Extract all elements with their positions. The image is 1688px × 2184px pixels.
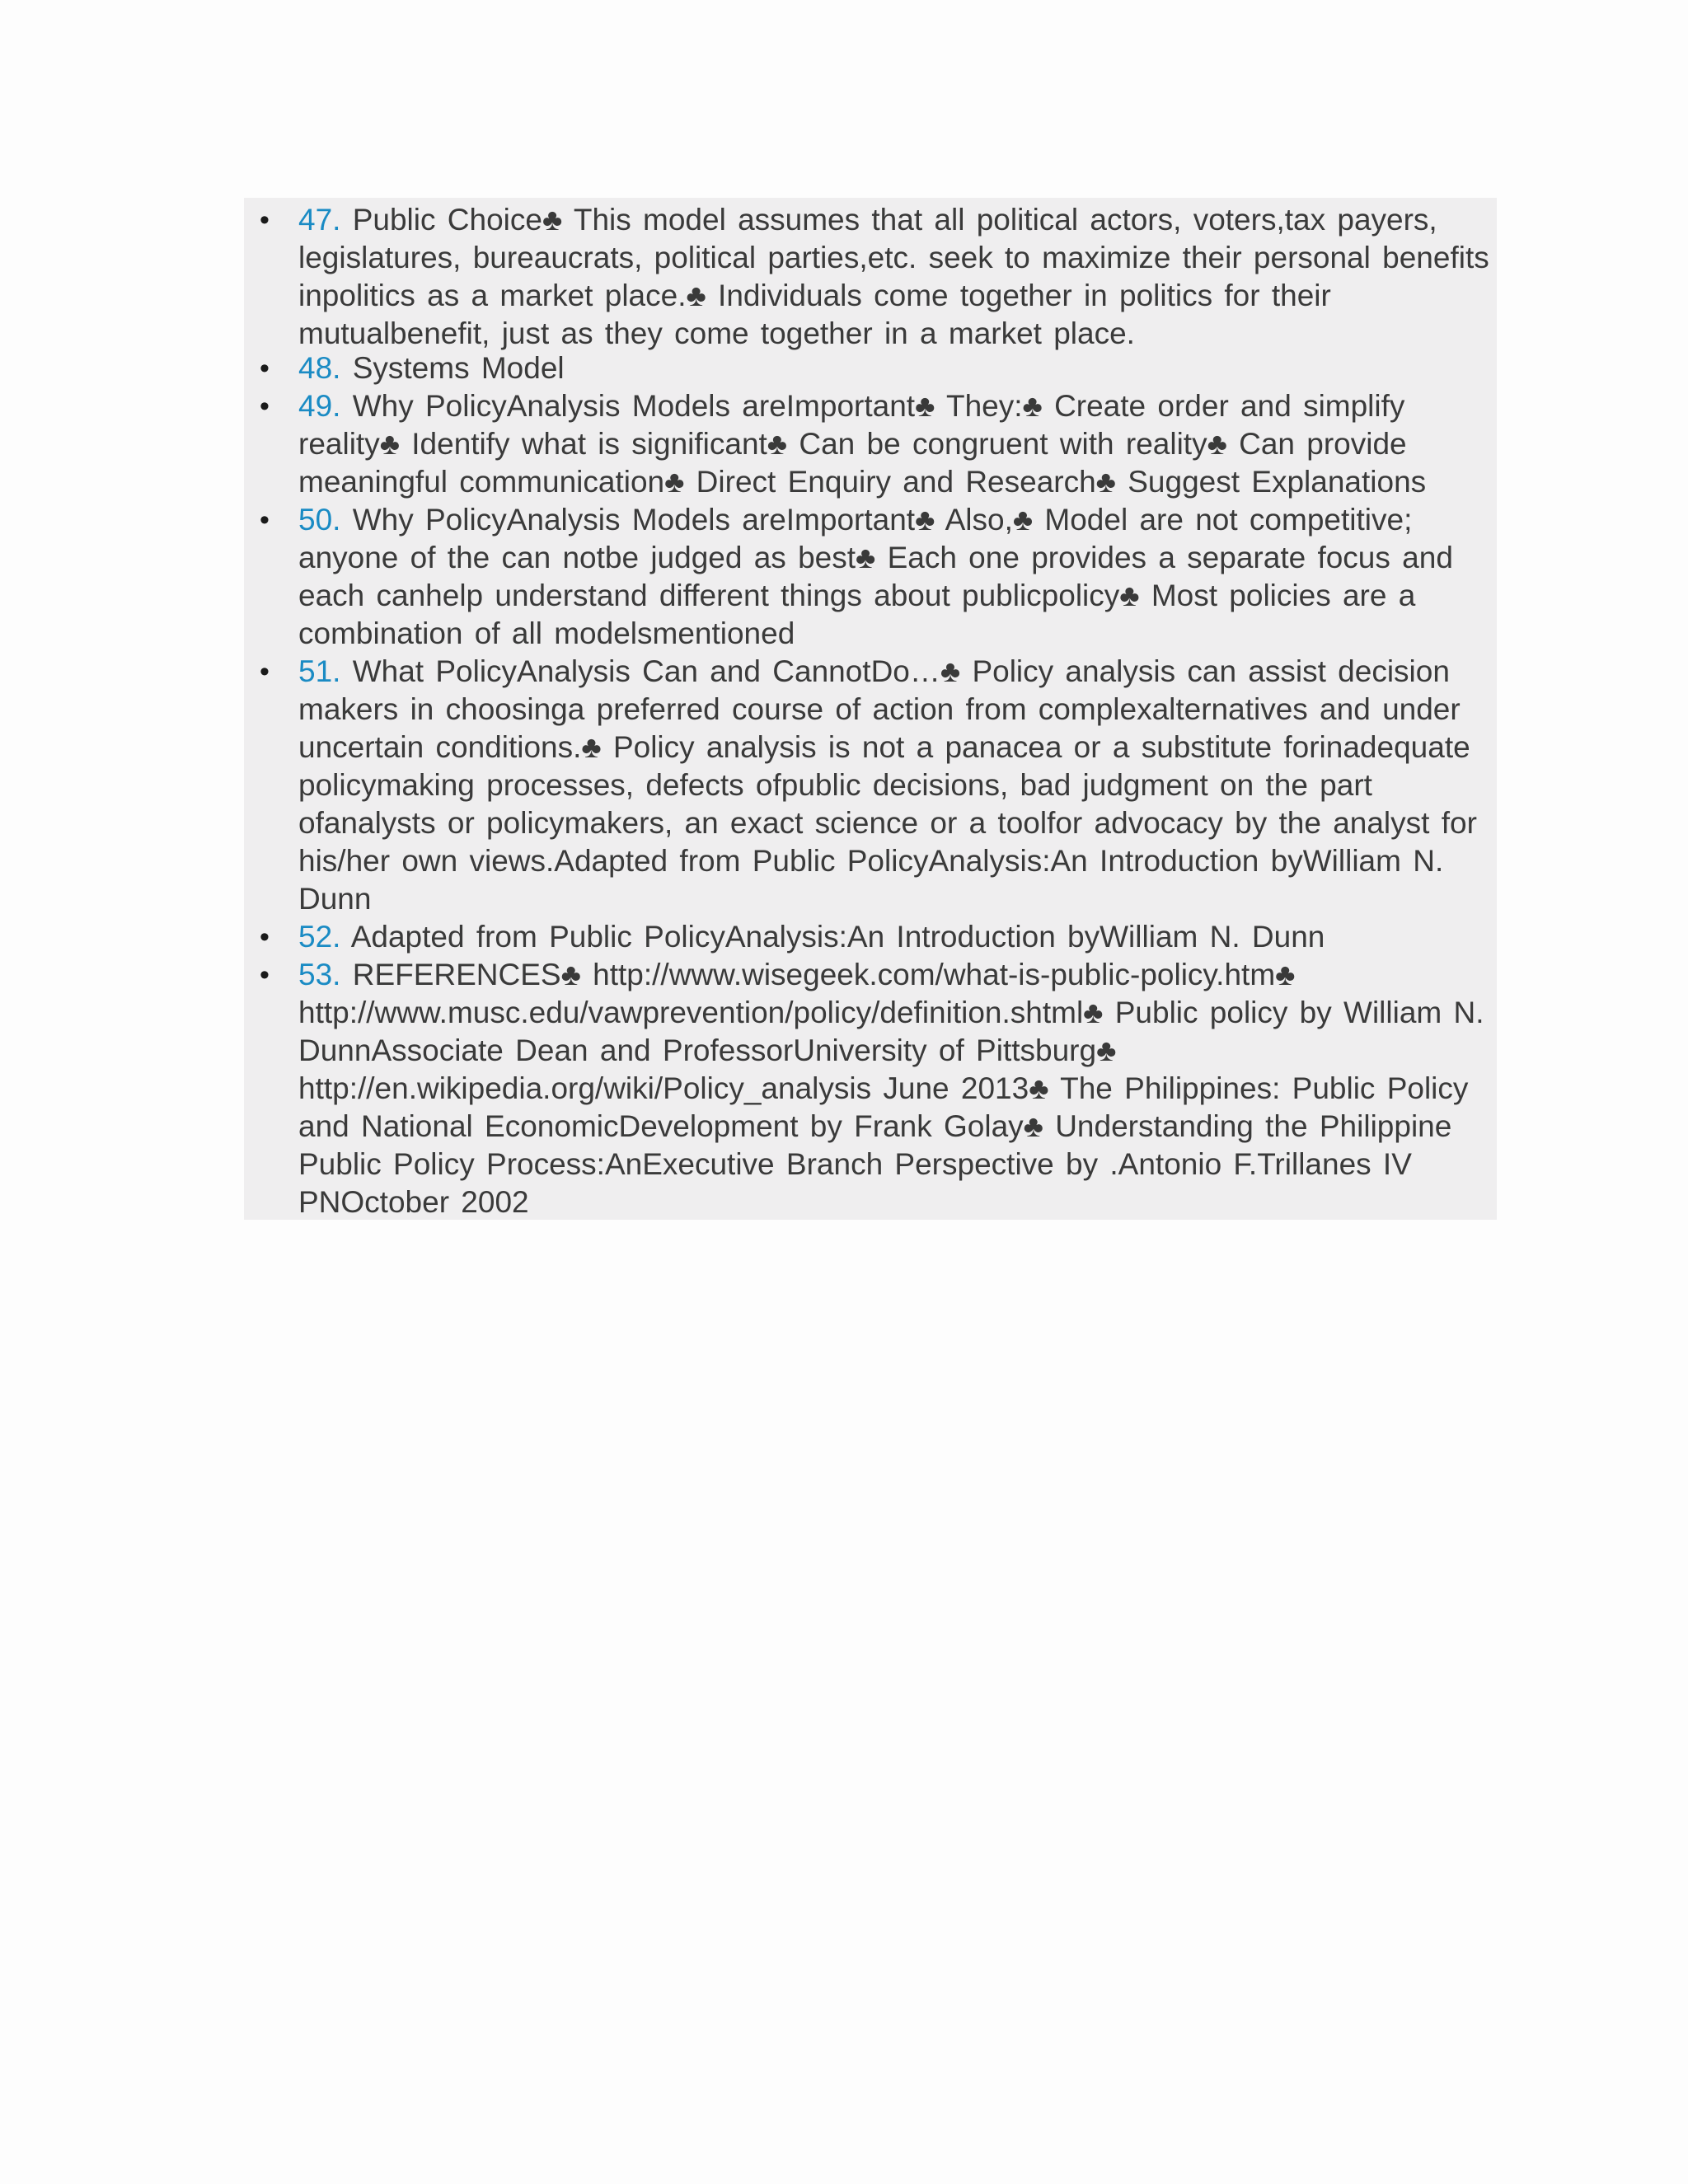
list-item: [244, 956, 1497, 1221]
item-text: Adapted from Public PolicyAnalysis:An Introduction byWilliam N. Dunn: [350, 920, 1325, 954]
bullet-icon: •: [260, 204, 270, 236]
bullet-icon: •: [260, 656, 270, 687]
bullet-icon: •: [260, 921, 270, 953]
item-number[interactable]: 52.: [298, 920, 341, 954]
item-number[interactable]: 48.: [298, 351, 341, 385]
item-text: Public Choice♣ This model assumes that all political actors, voters,tax payers, legislatures, bureaucrats, political parties,etc. seek to maximize their personal benefits inpolitics as a market place.♣ Individuals come together in politics for their mutualbenefit, just as they come together in a market place.: [298, 203, 1489, 350]
list-item: [244, 918, 1497, 956]
bullet-icon: •: [260, 391, 270, 422]
list-item: [244, 387, 1497, 501]
item-text: Why PolicyAnalysis Models areImportant♣ Also,♣ Model are not competitive; anyone of the can notbe judged as best♣ Each one provides a separate focus and each canhelp understand different things about publicpolicy♣ Most policies are a combination of all modelsmentioned: [298, 503, 1453, 650]
bullet-icon: •: [260, 504, 270, 536]
list-item: [244, 501, 1497, 653]
list-item: [244, 653, 1497, 918]
bullet-icon: •: [260, 353, 270, 384]
list-item: [244, 201, 1497, 353]
item-text: REFERENCES♣ http://www.wisegeek.com/what-is-public-policy.htm♣ http://www.musc.edu/vawprevention/policy/definition.shtml♣ Public policy by William N. DunnAssociate Dean and ProfessorUniversity of Pittsburg♣ http://en.wikipedia.org/wiki/Policy_analysis June 2013♣ The Philippines: Public Policy and National EconomicDevelopment by Frank Golay♣ Understanding the Philippine Public Policy Process:AnExecutive Branch Perspective by .Antonio F.Trillanes IV PNOctober 2002: [298, 958, 1484, 1219]
list-item: [244, 349, 1497, 387]
item-number[interactable]: 47.: [298, 203, 341, 237]
slide-list: [244, 198, 1497, 1221]
item-text: Systems Model: [352, 351, 565, 385]
item-number[interactable]: 50.: [298, 503, 341, 537]
item-text: What PolicyAnalysis Can and CannotDo…♣ Policy analysis can assist decision makers in choosinga preferred course of action from complexalternatives and under uncertain conditions.♣ Policy analysis is not a panacea or a substitute forinadequate policymaking processes, defects ofpublic decisions, bad judgment on the part ofanalysts or policymakers, an exact science or a toolfor advocacy by the analyst for his/her own views.Adapted from Public PolicyAnalysis:An Introduction byWilliam N. Dunn: [298, 654, 1477, 916]
bullet-icon: •: [260, 959, 270, 991]
item-number[interactable]: 49.: [298, 389, 341, 423]
item-text: Why PolicyAnalysis Models areImportant♣ They:♣ Create order and simplify reality♣ Identify what is significant♣ Can be congruent with reality♣ Can provide meaningful communication♣ Direct Enquiry and Research♣ Suggest Explanations: [298, 389, 1427, 499]
item-number[interactable]: 53.: [298, 958, 341, 991]
item-number[interactable]: 51.: [298, 654, 341, 688]
content-block: [244, 198, 1497, 1220]
